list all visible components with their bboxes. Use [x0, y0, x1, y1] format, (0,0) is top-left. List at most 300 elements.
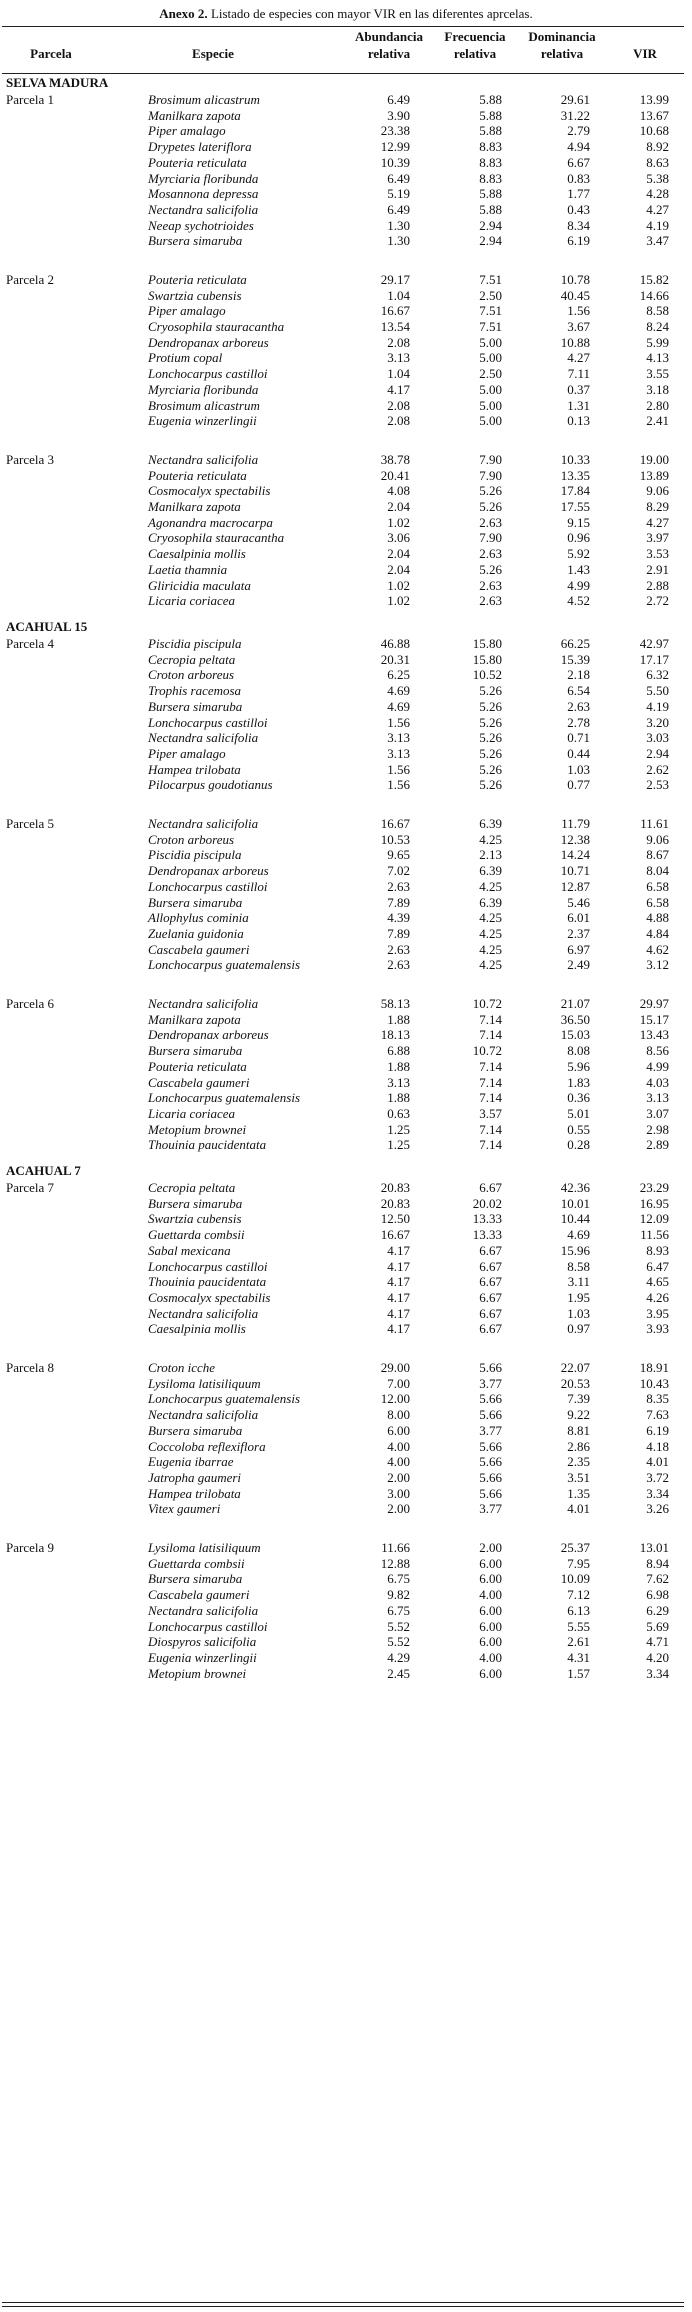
abundancia-value: 4.17: [387, 1306, 410, 1321]
dominancia-value: 0.96: [567, 530, 590, 545]
abundancia-value: 5.52: [387, 1634, 410, 1649]
species-name: Lonchocarpus castilloi: [148, 1259, 268, 1274]
species-name: Eugenia winzerlingii: [148, 1650, 257, 1665]
vir-value: 4.20: [646, 1650, 669, 1665]
vir-value: 4.13: [646, 350, 669, 365]
dominancia-value: 3.51: [567, 1470, 590, 1485]
species-name: Nectandra salicifolia: [148, 1306, 259, 1321]
vir-value: 4.18: [646, 1439, 669, 1454]
vir-value: 15.17: [639, 1012, 669, 1027]
dominancia-value: 10.88: [560, 335, 590, 350]
frecuencia-value: 6.00: [479, 1603, 502, 1618]
dominancia-value: 0.97: [567, 1321, 590, 1336]
frecuencia-value: 7.51: [479, 272, 502, 287]
dominancia-value: 4.52: [567, 593, 590, 608]
frecuencia-value: 6.39: [479, 895, 502, 910]
dominancia-value: 31.22: [560, 108, 590, 123]
species-name: Licaria coriacea: [148, 593, 236, 608]
vir-value: 3.95: [646, 1306, 669, 1321]
vir-value: 5.38: [646, 171, 669, 186]
species-name: Mosannona depressa: [148, 186, 259, 201]
species-name: Trophis racemosa: [148, 683, 242, 698]
dominancia-value: 0.55: [567, 1122, 590, 1137]
vir-value: 4.62: [646, 942, 669, 957]
parcela-label: Parcela 9: [6, 1540, 55, 1555]
dominancia-value: 66.25: [560, 636, 590, 651]
dominancia-value: 0.28: [567, 1137, 590, 1152]
abundancia-value: 6.75: [387, 1603, 410, 1618]
vir-value: 8.93: [646, 1243, 669, 1258]
abundancia-value: 1.56: [387, 715, 410, 730]
vir-value: 3.53: [646, 546, 669, 561]
frecuencia-value: 3.77: [479, 1501, 502, 1516]
dominancia-value: 2.78: [567, 715, 590, 730]
abundancia-value: 20.83: [380, 1196, 410, 1211]
frecuencia-value: 2.63: [479, 593, 502, 608]
vir-value: 3.18: [646, 382, 669, 397]
frecuencia-value: 6.00: [479, 1619, 502, 1634]
header-especie: Especie: [192, 46, 234, 61]
abundancia-value: 2.63: [387, 942, 410, 957]
species-name: Eugenia ibarrae: [148, 1454, 234, 1469]
species-name: Dendropanax arboreus: [148, 335, 269, 350]
frecuencia-value: 5.00: [479, 413, 502, 428]
frecuencia-value: 6.67: [479, 1290, 502, 1305]
frecuencia-value: 5.26: [479, 699, 502, 714]
frecuencia-value: 2.94: [479, 218, 502, 233]
species-name: Allophylus cominia: [148, 910, 249, 925]
section-title: ACAHUAL 7: [6, 1163, 81, 1178]
dominancia-value: 1.35: [567, 1486, 590, 1501]
frecuencia-value: 3.77: [479, 1376, 502, 1391]
vir-value: 18.91: [639, 1360, 669, 1375]
species-name: Swartzia cubensis: [148, 288, 242, 303]
dominancia-value: 8.34: [567, 218, 590, 233]
dominancia-value: 6.13: [567, 1603, 590, 1618]
abundancia-value: 4.17: [387, 1290, 410, 1305]
abundancia-value: 2.04: [387, 562, 410, 577]
vir-value: 13.67: [639, 108, 669, 123]
vir-value: 2.94: [646, 746, 669, 761]
frecuencia-value: 13.33: [472, 1227, 502, 1242]
table-row: [0, 591, 692, 610]
vir-value: 7.63: [646, 1407, 669, 1422]
dominancia-value: 4.99: [567, 578, 590, 593]
dominancia-value: 15.39: [560, 652, 590, 667]
species-name: Lonchocarpus guatemalensis: [148, 1391, 301, 1406]
abundancia-value: 16.67: [380, 303, 410, 318]
vir-value: 4.65: [646, 1274, 669, 1289]
dominancia-value: 6.19: [567, 233, 590, 248]
abundancia-value: 2.00: [387, 1501, 410, 1516]
species-name: Lonchocarpus castilloi: [148, 1619, 268, 1634]
vir-value: 23.29: [639, 1180, 669, 1195]
parcela-label: Parcela 7: [6, 1180, 55, 1195]
dominancia-value: 0.37: [567, 382, 590, 397]
frecuencia-value: 6.00: [479, 1634, 502, 1649]
species-name: Piscidia piscipula: [148, 636, 242, 651]
frecuencia-value: 5.00: [479, 335, 502, 350]
abundancia-value: 7.89: [387, 895, 410, 910]
frecuencia-value: 5.26: [479, 715, 502, 730]
dominancia-value: 0.71: [567, 730, 590, 745]
frecuencia-value: 5.26: [479, 730, 502, 745]
species-name: Bursera simaruba: [148, 1423, 243, 1438]
vir-value: 3.47: [646, 233, 669, 248]
frecuencia-value: 6.39: [479, 816, 502, 831]
dominancia-value: 1.57: [567, 1666, 590, 1681]
dominancia-value: 10.01: [560, 1196, 590, 1211]
species-name: Nectandra salicifolia: [148, 202, 259, 217]
frecuencia-value: 5.66: [479, 1391, 502, 1406]
vir-value: 8.92: [646, 139, 669, 154]
abundancia-value: 12.00: [380, 1391, 410, 1406]
frecuencia-value: 5.26: [479, 499, 502, 514]
species-name: Piper amalago: [148, 303, 226, 318]
species-name: Pouteria reticulata: [148, 468, 247, 483]
species-name: Metopium brownei: [148, 1666, 247, 1681]
frecuencia-value: 6.67: [479, 1259, 502, 1274]
dominancia-value: 3.67: [567, 319, 590, 334]
vir-value: 9.06: [646, 832, 669, 847]
dominancia-value: 7.95: [567, 1556, 590, 1571]
abundancia-value: 3.13: [387, 746, 410, 761]
dominancia-value: 2.86: [567, 1439, 590, 1454]
vir-value: 2.80: [646, 398, 669, 413]
abundancia-value: 20.31: [380, 652, 410, 667]
dominancia-value: 5.55: [567, 1619, 590, 1634]
table-caption: [0, 6, 692, 22]
header-frecuencia: Frecuencia relativa: [444, 29, 506, 61]
frecuencia-value: 6.00: [479, 1556, 502, 1571]
vir-value: 8.58: [646, 303, 669, 318]
dominancia-value: 2.63: [567, 699, 590, 714]
species-name: Bursera simaruba: [148, 1043, 243, 1058]
frecuencia-value: 7.90: [479, 530, 502, 545]
frecuencia-value: 10.52: [472, 667, 502, 682]
dominancia-value: 5.01: [567, 1106, 590, 1121]
vir-value: 2.53: [646, 777, 669, 792]
abundancia-value: 3.00: [387, 1486, 410, 1501]
vir-value: 14.66: [639, 288, 669, 303]
abundancia-value: 12.88: [380, 1556, 410, 1571]
abundancia-value: 4.69: [387, 699, 410, 714]
table-row: [0, 1135, 692, 1154]
vir-value: 4.19: [646, 699, 669, 714]
species-name: Agonandra macrocarpa: [148, 515, 273, 530]
dominancia-value: 7.39: [567, 1391, 590, 1406]
vir-value: 2.41: [646, 413, 669, 428]
frecuencia-value: 13.33: [472, 1211, 502, 1226]
abundancia-value: 1.88: [387, 1090, 410, 1105]
abundancia-value: 2.08: [387, 413, 410, 428]
bottom-rule: [2, 2302, 684, 2307]
species-name: Piper amalago: [148, 746, 226, 761]
abundancia-value: 16.67: [380, 816, 410, 831]
abundancia-value: 1.56: [387, 762, 410, 777]
abundancia-value: 1.02: [387, 593, 410, 608]
top-rule: [2, 26, 684, 27]
frecuencia-value: 5.26: [479, 683, 502, 698]
species-name: Protium copal: [148, 350, 223, 365]
caption-text: Listado de especies con mayor VIR en las diferentes aprcelas.: [210, 6, 533, 21]
dominancia-value: 0.83: [567, 171, 590, 186]
species-name: Neeap sychotrioides: [148, 218, 254, 233]
vir-value: 9.06: [646, 483, 669, 498]
frecuencia-value: 2.00: [479, 1540, 502, 1555]
dominancia-value: 0.43: [567, 202, 590, 217]
dominancia-value: 8.58: [567, 1259, 590, 1274]
species-name: Lonchocarpus guatemalensis: [148, 1090, 301, 1105]
abundancia-value: 9.65: [387, 847, 410, 862]
dominancia-value: 0.44: [567, 746, 590, 761]
species-name: Cascabela gaumeri: [148, 942, 250, 957]
vir-value: 8.35: [646, 1391, 669, 1406]
species-name: Nectandra salicifolia: [148, 816, 259, 831]
species-name: Cecropia peltata: [148, 652, 236, 667]
vir-value: 11.56: [640, 1227, 669, 1242]
section-title: SELVA MADURA: [6, 75, 109, 90]
abundancia-value: 1.04: [387, 288, 410, 303]
abundancia-value: 4.17: [387, 1259, 410, 1274]
species-name: Swartzia cubensis: [148, 1211, 242, 1226]
species-name: Croton arboreus: [148, 832, 235, 847]
abundancia-value: 38.78: [380, 452, 410, 467]
frecuencia-value: 7.14: [479, 1137, 502, 1152]
dominancia-value: 15.03: [560, 1027, 590, 1042]
abundancia-value: 12.99: [380, 139, 410, 154]
header-parcela: Parcela: [30, 46, 72, 61]
dominancia-value: 10.33: [560, 452, 590, 467]
vir-value: 3.12: [646, 957, 669, 972]
abundancia-value: 13.54: [380, 319, 410, 334]
dominancia-value: 11.79: [561, 816, 590, 831]
species-name: Zuelania guidonia: [148, 926, 244, 941]
dominancia-value: 10.71: [560, 863, 590, 878]
species-name: Bursera simaruba: [148, 895, 243, 910]
species-name: Cryosophila stauracantha: [148, 319, 285, 334]
abundancia-value: 10.53: [380, 832, 410, 847]
abundancia-value: 4.69: [387, 683, 410, 698]
species-name: Lonchocarpus castilloi: [148, 879, 268, 894]
frecuencia-value: 7.14: [479, 1090, 502, 1105]
frecuencia-value: 10.72: [472, 996, 502, 1011]
abundancia-value: 1.25: [387, 1137, 410, 1152]
vir-value: 6.47: [646, 1259, 669, 1274]
dominancia-value: 4.01: [567, 1501, 590, 1516]
frecuencia-value: 15.80: [472, 636, 502, 651]
abundancia-value: 1.04: [387, 366, 410, 381]
table-row: [0, 1499, 692, 1518]
dominancia-value: 6.54: [567, 683, 590, 698]
dominancia-value: 5.92: [567, 546, 590, 561]
dominancia-value: 15.96: [560, 1243, 590, 1258]
species-name: Manilkara zapota: [148, 1012, 241, 1027]
parcela-label: Parcela 1: [6, 92, 55, 107]
dominancia-value: 14.24: [560, 847, 590, 862]
table-row: [0, 231, 692, 250]
species-name: Bursera simaruba: [148, 1196, 243, 1211]
abundancia-value: 3.06: [387, 530, 410, 545]
table-row: [0, 1664, 692, 1683]
vir-value: 2.62: [646, 762, 669, 777]
frecuencia-value: 5.66: [479, 1360, 502, 1375]
species-name: Gliricidia maculata: [148, 578, 251, 593]
species-name: Guettarda combsii: [148, 1556, 245, 1571]
frecuencia-value: 5.00: [479, 398, 502, 413]
abundancia-value: 58.13: [380, 996, 410, 1011]
frecuencia-value: 5.26: [479, 762, 502, 777]
species-name: Piscidia piscipula: [148, 847, 242, 862]
dominancia-value: 7.12: [567, 1587, 590, 1602]
frecuencia-value: 5.00: [479, 350, 502, 365]
dominancia-value: 2.35: [567, 1454, 590, 1469]
species-name: Dendropanax arboreus: [148, 863, 269, 878]
vir-value: 4.27: [646, 515, 669, 530]
species-name: Guettarda combsii: [148, 1227, 245, 1242]
dominancia-value: 42.36: [560, 1180, 590, 1195]
vir-value: 4.27: [646, 202, 669, 217]
abundancia-value: 6.88: [387, 1043, 410, 1058]
parcela-label: Parcela 3: [6, 452, 55, 467]
dominancia-value: 4.27: [567, 350, 590, 365]
dominancia-value: 6.97: [567, 942, 590, 957]
abundancia-value: 4.39: [387, 910, 410, 925]
abundancia-value: 20.83: [380, 1180, 410, 1195]
vir-value: 3.20: [646, 715, 669, 730]
dominancia-value: 1.95: [567, 1290, 590, 1305]
abundancia-value: 6.49: [387, 92, 410, 107]
species-name: Pouteria reticulata: [148, 1059, 247, 1074]
header-vir: VIR: [633, 46, 657, 61]
species-name: Croton icche: [148, 1360, 216, 1375]
vir-value: 15.82: [639, 272, 669, 287]
species-name: Brosimum alicastrum: [148, 92, 260, 107]
frecuencia-value: 4.25: [479, 926, 502, 941]
vir-value: 8.24: [646, 319, 669, 334]
vir-value: 4.28: [646, 186, 669, 201]
dominancia-value: 0.13: [567, 413, 590, 428]
dominancia-value: 3.11: [567, 1274, 590, 1289]
abundancia-value: 4.00: [387, 1454, 410, 1469]
frecuencia-value: 5.66: [479, 1439, 502, 1454]
frecuencia-value: 5.88: [479, 202, 502, 217]
frecuencia-value: 3.77: [479, 1423, 502, 1438]
vir-value: 2.89: [646, 1137, 669, 1152]
vir-value: 8.56: [646, 1043, 669, 1058]
species-name: Nectandra salicifolia: [148, 1407, 259, 1422]
frecuencia-value: 6.00: [479, 1666, 502, 1681]
dominancia-value: 21.07: [560, 996, 590, 1011]
vir-value: 5.69: [646, 1619, 669, 1634]
vir-value: 10.68: [639, 123, 669, 138]
vir-value: 4.26: [646, 1290, 669, 1305]
species-name: Cascabela gaumeri: [148, 1075, 250, 1090]
vir-value: 4.01: [646, 1454, 669, 1469]
vir-value: 13.89: [639, 468, 669, 483]
abundancia-value: 1.88: [387, 1059, 410, 1074]
abundancia-value: 1.02: [387, 515, 410, 530]
abundancia-value: 6.00: [387, 1423, 410, 1438]
parcela-label: Parcela 2: [6, 272, 55, 287]
vir-value: 16.95: [639, 1196, 669, 1211]
dominancia-value: 40.45: [560, 288, 590, 303]
dominancia-value: 12.38: [560, 832, 590, 847]
frecuencia-value: 2.63: [479, 546, 502, 561]
frecuencia-value: 4.25: [479, 957, 502, 972]
dominancia-value: 1.03: [567, 762, 590, 777]
abundancia-value: 1.88: [387, 1012, 410, 1027]
dominancia-value: 4.69: [567, 1227, 590, 1242]
abundancia-value: 4.29: [387, 1650, 410, 1665]
dominancia-value: 4.94: [567, 139, 590, 154]
dominancia-value: 6.01: [567, 910, 590, 925]
species-name: Cecropia peltata: [148, 1180, 236, 1195]
dominancia-value: 10.78: [560, 272, 590, 287]
vir-value: 3.13: [646, 1090, 669, 1105]
frecuencia-value: 6.67: [479, 1180, 502, 1195]
frecuencia-value: 2.63: [479, 578, 502, 593]
abundancia-value: 4.17: [387, 382, 410, 397]
abundancia-value: 11.66: [381, 1540, 410, 1555]
vir-value: 2.91: [646, 562, 669, 577]
species-name: Myrciaria floribunda: [148, 171, 259, 186]
frecuencia-value: 7.51: [479, 303, 502, 318]
abundancia-value: 23.38: [380, 123, 410, 138]
dominancia-value: 1.77: [567, 186, 590, 201]
abundancia-value: 2.04: [387, 499, 410, 514]
frecuencia-value: 4.25: [479, 942, 502, 957]
abundancia-value: 29.17: [380, 272, 410, 287]
frecuencia-value: 4.00: [479, 1650, 502, 1665]
frecuencia-value: 8.83: [479, 171, 502, 186]
species-name: Cosmocalyx spectabilis: [148, 1290, 271, 1305]
vir-value: 6.32: [646, 667, 669, 682]
species-name: Hampea trilobata: [148, 762, 241, 777]
abundancia-value: 3.13: [387, 730, 410, 745]
frecuencia-value: 5.26: [479, 777, 502, 792]
abundancia-value: 5.52: [387, 1619, 410, 1634]
dominancia-value: 9.15: [567, 515, 590, 530]
species-name: Bursera simaruba: [148, 233, 243, 248]
abundancia-value: 4.00: [387, 1439, 410, 1454]
header-abundancia: Abundancia relativa: [355, 29, 423, 61]
abundancia-value: 18.13: [380, 1027, 410, 1042]
species-name: Pilocarpus goudotianus: [148, 777, 273, 792]
dominancia-value: 2.79: [567, 123, 590, 138]
vir-value: 17.17: [639, 652, 669, 667]
frecuencia-value: 20.02: [472, 1196, 502, 1211]
abundancia-value: 4.17: [387, 1243, 410, 1258]
species-name: Lonchocarpus castilloi: [148, 715, 268, 730]
abundancia-value: 2.04: [387, 546, 410, 561]
vir-value: 11.61: [640, 816, 669, 831]
vir-value: 19.00: [639, 452, 669, 467]
abundancia-value: 1.02: [387, 578, 410, 593]
abundancia-value: 46.88: [380, 636, 410, 651]
vir-value: 3.03: [646, 730, 669, 745]
dominancia-value: 1.03: [567, 1306, 590, 1321]
species-name: Cascabela gaumeri: [148, 1587, 250, 1602]
dominancia-value: 25.37: [560, 1540, 590, 1555]
vir-value: 2.88: [646, 578, 669, 593]
abundancia-value: 1.25: [387, 1122, 410, 1137]
species-name: Dendropanax arboreus: [148, 1027, 269, 1042]
dominancia-value: 1.56: [567, 303, 590, 318]
frecuencia-value: 5.26: [479, 746, 502, 761]
dominancia-value: 8.08: [567, 1043, 590, 1058]
vir-value: 2.72: [646, 593, 669, 608]
